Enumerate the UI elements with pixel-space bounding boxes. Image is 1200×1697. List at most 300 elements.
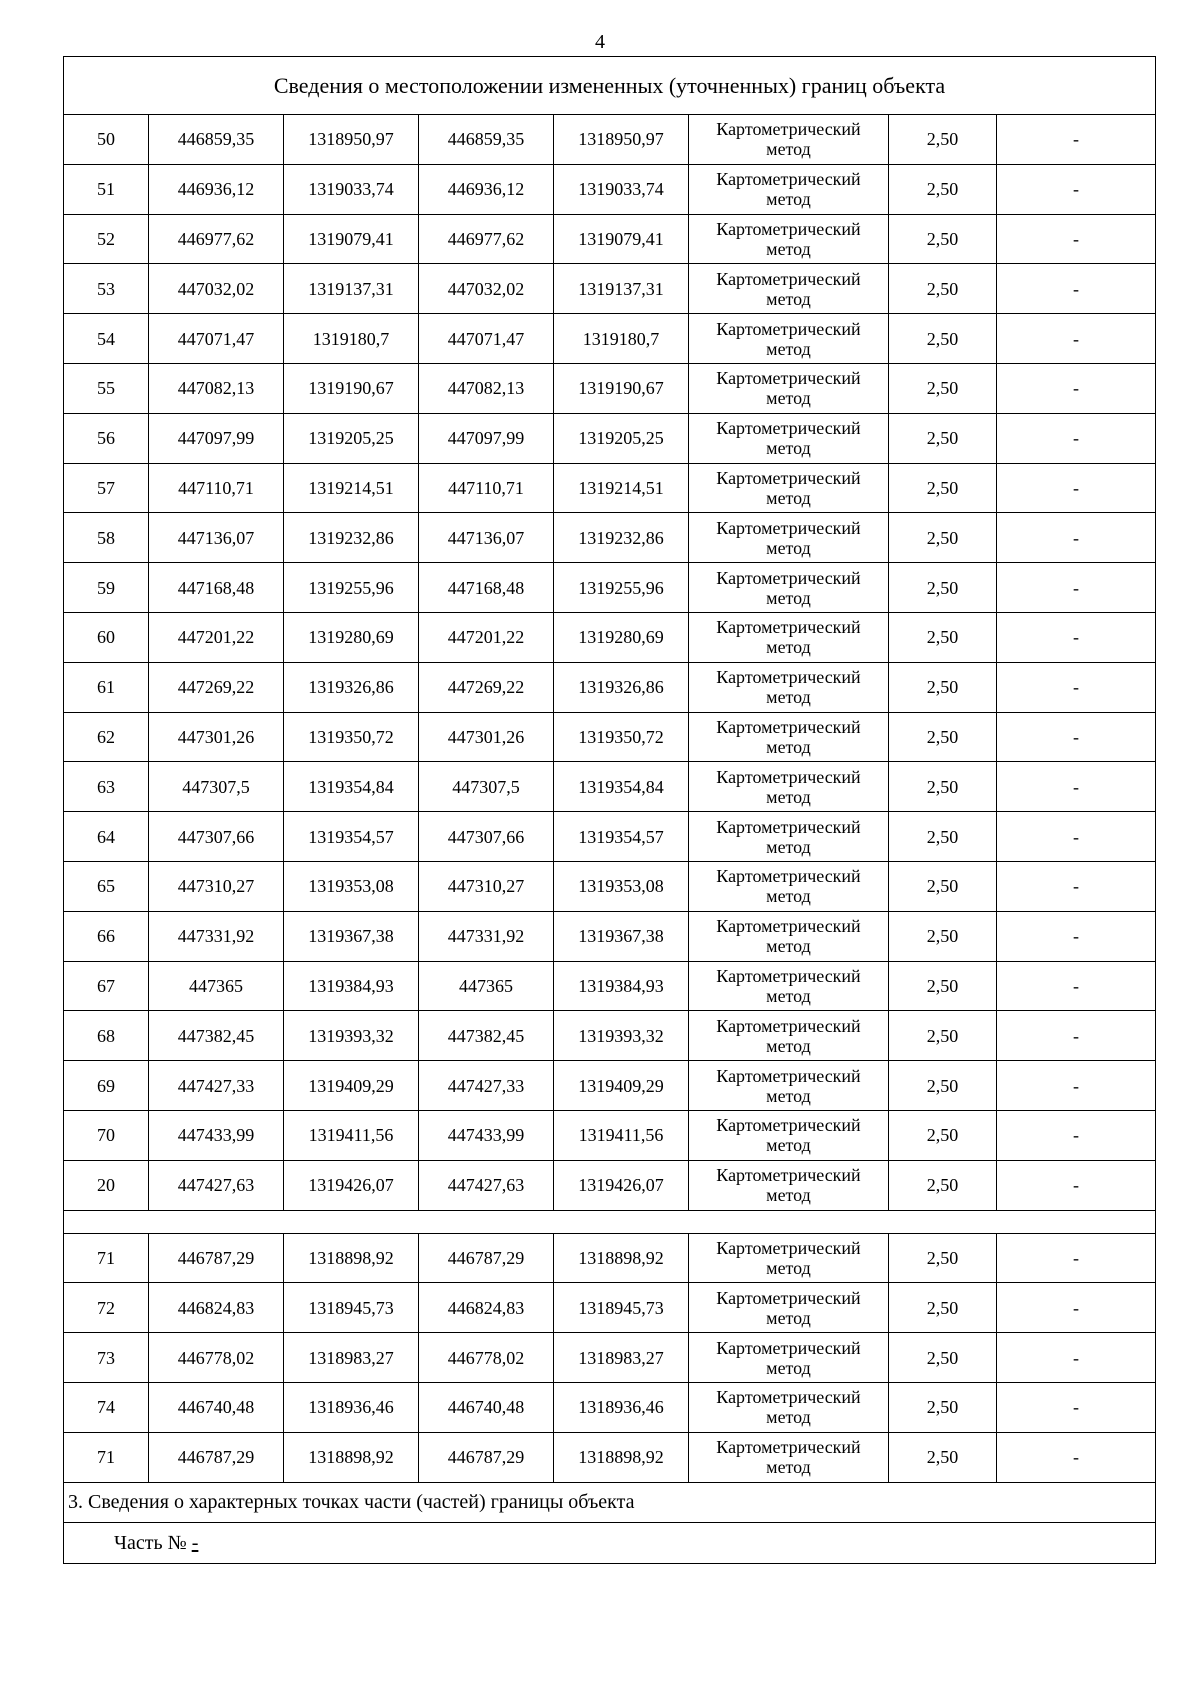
method-cell bbox=[689, 1432, 889, 1482]
accuracy-cell: 2,50 bbox=[889, 463, 997, 513]
accuracy-cell: 2,50 bbox=[889, 1160, 997, 1210]
refined-y-cell: 1319137,31 bbox=[554, 264, 689, 314]
method-line-1: Картометрический bbox=[716, 965, 861, 986]
accuracy-cell: 2,50 bbox=[889, 513, 997, 563]
point-number-cell: 54 bbox=[64, 314, 149, 364]
existing-x-cell: 447110,71 bbox=[149, 463, 284, 513]
method-line-1: Картометрический bbox=[716, 916, 861, 937]
existing-y-cell: 1319326,86 bbox=[284, 662, 419, 712]
point-number-cell: 57 bbox=[64, 463, 149, 513]
accuracy-cell: 2,50 bbox=[889, 861, 997, 911]
existing-x-cell: 447269,22 bbox=[149, 662, 284, 712]
note-cell: - bbox=[997, 1333, 1156, 1383]
method-cell bbox=[689, 1333, 889, 1383]
refined-y-cell: 1319232,86 bbox=[554, 513, 689, 563]
point-number-cell: 62 bbox=[64, 712, 149, 762]
accuracy-cell: 2,50 bbox=[889, 1432, 997, 1482]
point-number-cell: 51 bbox=[64, 164, 149, 214]
method-line-2: метод bbox=[766, 1185, 811, 1206]
refined-y-cell: 1319367,38 bbox=[554, 911, 689, 961]
note-cell: - bbox=[997, 463, 1156, 513]
existing-y-cell: 1319255,96 bbox=[284, 563, 419, 613]
note-cell: - bbox=[997, 214, 1156, 264]
note-cell: - bbox=[997, 1011, 1156, 1061]
method-line-1: Картометрический bbox=[716, 467, 861, 488]
method-cell bbox=[689, 1110, 889, 1160]
existing-y-cell: 1318945,73 bbox=[284, 1283, 419, 1333]
page-number: 4 bbox=[595, 31, 605, 53]
refined-x-cell: 447082,13 bbox=[419, 363, 554, 413]
note-cell: - bbox=[997, 1110, 1156, 1160]
accuracy-cell: 2,50 bbox=[889, 712, 997, 762]
existing-x-cell: 447097,99 bbox=[149, 413, 284, 463]
existing-x-cell: 446859,35 bbox=[149, 115, 284, 165]
refined-x-cell: 447331,92 bbox=[419, 911, 554, 961]
table-row bbox=[64, 1333, 1156, 1383]
existing-x-cell: 447307,5 bbox=[149, 762, 284, 812]
method-cell bbox=[689, 1382, 889, 1432]
refined-x-cell: 446977,62 bbox=[419, 214, 554, 264]
accuracy-cell: 2,50 bbox=[889, 164, 997, 214]
method-cell bbox=[689, 563, 889, 613]
method-line-1: Картометрический bbox=[716, 617, 861, 638]
note-cell: - bbox=[997, 762, 1156, 812]
existing-y-cell: 1318983,27 bbox=[284, 1333, 419, 1383]
existing-x-cell: 447427,33 bbox=[149, 1061, 284, 1111]
method-cell bbox=[689, 961, 889, 1011]
refined-y-cell: 1319326,86 bbox=[554, 662, 689, 712]
existing-x-cell: 447168,48 bbox=[149, 563, 284, 613]
refined-x-cell: 447269,22 bbox=[419, 662, 554, 712]
refined-x-cell: 447032,02 bbox=[419, 264, 554, 314]
table-row bbox=[64, 1011, 1156, 1061]
refined-y-cell: 1318983,27 bbox=[554, 1333, 689, 1383]
refined-y-cell: 1318898,92 bbox=[554, 1233, 689, 1283]
table-row bbox=[64, 1160, 1156, 1210]
method-cell bbox=[689, 911, 889, 961]
point-number-cell: 69 bbox=[64, 1061, 149, 1111]
part-number-value: - bbox=[191, 1531, 199, 1554]
point-number-cell: 56 bbox=[64, 413, 149, 463]
existing-y-cell: 1319353,08 bbox=[284, 861, 419, 911]
table-row bbox=[64, 214, 1156, 264]
accuracy-cell: 2,50 bbox=[889, 563, 997, 613]
refined-y-cell: 1319426,07 bbox=[554, 1160, 689, 1210]
method-cell bbox=[689, 1011, 889, 1061]
table-row bbox=[64, 1432, 1156, 1482]
point-number-cell: 74 bbox=[64, 1382, 149, 1432]
accuracy-cell: 2,50 bbox=[889, 911, 997, 961]
point-number-cell: 66 bbox=[64, 911, 149, 961]
point-number-cell: 63 bbox=[64, 762, 149, 812]
refined-x-cell: 447433,99 bbox=[419, 1110, 554, 1160]
refined-x-cell: 447136,07 bbox=[419, 513, 554, 563]
refined-y-cell: 1319190,67 bbox=[554, 363, 689, 413]
method-cell bbox=[689, 712, 889, 762]
note-cell: - bbox=[997, 1233, 1156, 1283]
existing-x-cell: 447310,27 bbox=[149, 861, 284, 911]
table-row bbox=[64, 1061, 1156, 1111]
existing-y-cell: 1319354,84 bbox=[284, 762, 419, 812]
method-cell bbox=[689, 463, 889, 513]
existing-x-cell: 446787,29 bbox=[149, 1432, 284, 1482]
method-line-1: Картометрический bbox=[716, 1287, 861, 1308]
method-cell bbox=[689, 1283, 889, 1333]
method-cell bbox=[689, 812, 889, 862]
method-line-1: Картометрический bbox=[716, 766, 861, 787]
method-line-1: Картометрический bbox=[716, 1065, 861, 1086]
method-line-1: Картометрический bbox=[716, 1115, 861, 1136]
method-line-1: Картометрический bbox=[716, 169, 861, 190]
existing-x-cell: 446740,48 bbox=[149, 1382, 284, 1432]
table-row bbox=[64, 264, 1156, 314]
table-row bbox=[64, 861, 1156, 911]
point-number-cell: 55 bbox=[64, 363, 149, 413]
table-row bbox=[64, 762, 1156, 812]
existing-y-cell: 1319354,57 bbox=[284, 812, 419, 862]
method-line-1: Картометрический bbox=[716, 368, 861, 389]
method-line-2: метод bbox=[766, 836, 811, 857]
existing-x-cell: 446824,83 bbox=[149, 1283, 284, 1333]
method-line-1: Картометрический bbox=[716, 1337, 861, 1358]
method-cell bbox=[689, 513, 889, 563]
method-cell bbox=[689, 264, 889, 314]
method-line-2: метод bbox=[766, 388, 811, 409]
method-line-2: метод bbox=[766, 936, 811, 957]
note-cell: - bbox=[997, 363, 1156, 413]
existing-y-cell: 1319205,25 bbox=[284, 413, 419, 463]
refined-x-cell: 446824,83 bbox=[419, 1283, 554, 1333]
refined-x-cell: 447168,48 bbox=[419, 563, 554, 613]
method-line-1: Картометрический bbox=[716, 218, 861, 239]
refined-y-cell: 1319350,72 bbox=[554, 712, 689, 762]
refined-y-cell: 1318898,92 bbox=[554, 1432, 689, 1482]
point-number-cell: 50 bbox=[64, 115, 149, 165]
refined-y-cell: 1318936,46 bbox=[554, 1382, 689, 1432]
method-cell bbox=[689, 214, 889, 264]
refined-x-cell: 447427,63 bbox=[419, 1160, 554, 1210]
method-line-2: метод bbox=[766, 587, 811, 608]
existing-y-cell: 1318898,92 bbox=[284, 1233, 419, 1283]
refined-x-cell: 447365 bbox=[419, 961, 554, 1011]
table-header-row bbox=[64, 57, 1156, 115]
method-line-1: Картометрический bbox=[716, 816, 861, 837]
refined-y-cell: 1319033,74 bbox=[554, 164, 689, 214]
method-line-2: метод bbox=[766, 985, 811, 1006]
method-line-1: Картометрический bbox=[716, 1387, 861, 1408]
existing-x-cell: 447201,22 bbox=[149, 612, 284, 662]
method-line-1: Картометрический bbox=[716, 1165, 861, 1186]
method-line-2: метод bbox=[766, 786, 811, 807]
method-line-2: метод bbox=[766, 886, 811, 907]
method-cell bbox=[689, 363, 889, 413]
point-number-cell: 72 bbox=[64, 1283, 149, 1333]
refined-y-cell: 1319180,7 bbox=[554, 314, 689, 364]
note-cell: - bbox=[997, 563, 1156, 613]
refined-x-cell: 447382,45 bbox=[419, 1011, 554, 1061]
note-cell: - bbox=[997, 314, 1156, 364]
method-line-2: метод bbox=[766, 238, 811, 259]
method-line-2: метод bbox=[766, 736, 811, 757]
refined-y-cell: 1319384,93 bbox=[554, 961, 689, 1011]
method-cell bbox=[689, 413, 889, 463]
method-line-1: Картометрический bbox=[716, 1437, 861, 1458]
point-number-cell: 67 bbox=[64, 961, 149, 1011]
existing-x-cell: 446977,62 bbox=[149, 214, 284, 264]
refined-y-cell: 1319079,41 bbox=[554, 214, 689, 264]
refined-x-cell: 447071,47 bbox=[419, 314, 554, 364]
method-cell bbox=[689, 662, 889, 712]
refined-y-cell: 1319354,57 bbox=[554, 812, 689, 862]
method-cell bbox=[689, 1061, 889, 1111]
table-row bbox=[64, 363, 1156, 413]
note-cell: - bbox=[997, 1160, 1156, 1210]
existing-x-cell: 447301,26 bbox=[149, 712, 284, 762]
existing-y-cell: 1318936,46 bbox=[284, 1382, 419, 1432]
point-number-cell: 70 bbox=[64, 1110, 149, 1160]
refined-x-cell: 447307,66 bbox=[419, 812, 554, 862]
existing-x-cell: 447032,02 bbox=[149, 264, 284, 314]
method-line-2: метод bbox=[766, 687, 811, 708]
method-line-2: метод bbox=[766, 1135, 811, 1156]
table-row bbox=[64, 662, 1156, 712]
method-line-2: метод bbox=[766, 1457, 811, 1478]
note-cell: - bbox=[997, 1283, 1156, 1333]
refined-x-cell: 446936,12 bbox=[419, 164, 554, 214]
method-line-2: метод bbox=[766, 288, 811, 309]
refined-y-cell: 1319393,32 bbox=[554, 1011, 689, 1061]
refined-y-cell: 1319255,96 bbox=[554, 563, 689, 613]
note-cell: - bbox=[997, 115, 1156, 165]
accuracy-cell: 2,50 bbox=[889, 214, 997, 264]
table-row bbox=[64, 1110, 1156, 1160]
accuracy-cell: 2,50 bbox=[889, 662, 997, 712]
existing-x-cell: 447307,66 bbox=[149, 812, 284, 862]
table-row bbox=[64, 413, 1156, 463]
note-cell: - bbox=[997, 413, 1156, 463]
table-row bbox=[64, 314, 1156, 364]
table-row bbox=[64, 712, 1156, 762]
refined-x-cell: 447201,22 bbox=[419, 612, 554, 662]
accuracy-cell: 2,50 bbox=[889, 1110, 997, 1160]
method-cell bbox=[689, 612, 889, 662]
refined-y-cell: 1319280,69 bbox=[554, 612, 689, 662]
refined-y-cell: 1319353,08 bbox=[554, 861, 689, 911]
point-number-cell: 20 bbox=[64, 1160, 149, 1210]
refined-y-cell: 1319205,25 bbox=[554, 413, 689, 463]
note-cell: - bbox=[997, 662, 1156, 712]
point-number-cell: 59 bbox=[64, 563, 149, 613]
method-line-1: Картометрический bbox=[716, 268, 861, 289]
point-number-cell: 71 bbox=[64, 1233, 149, 1283]
existing-x-cell: 447382,45 bbox=[149, 1011, 284, 1061]
section-3-title: 3. Сведения о характерных точках части (частей) границы объекта bbox=[64, 1482, 1156, 1522]
note-cell: - bbox=[997, 712, 1156, 762]
table-row bbox=[64, 612, 1156, 662]
table-row bbox=[64, 563, 1156, 613]
point-number-cell: 64 bbox=[64, 812, 149, 862]
method-line-2: метод bbox=[766, 1357, 811, 1378]
method-line-2: метод bbox=[766, 637, 811, 658]
method-line-2: метод bbox=[766, 438, 811, 459]
accuracy-cell: 2,50 bbox=[889, 612, 997, 662]
existing-x-cell: 447365 bbox=[149, 961, 284, 1011]
method-cell bbox=[689, 861, 889, 911]
existing-x-cell: 446936,12 bbox=[149, 164, 284, 214]
existing-x-cell: 447082,13 bbox=[149, 363, 284, 413]
part-label: Часть № bbox=[114, 1531, 187, 1554]
existing-x-cell: 447136,07 bbox=[149, 513, 284, 563]
method-cell bbox=[689, 164, 889, 214]
method-line-1: Картометрический bbox=[716, 418, 861, 439]
method-line-2: метод bbox=[766, 338, 811, 359]
accuracy-cell: 2,50 bbox=[889, 314, 997, 364]
method-line-2: метод bbox=[766, 1307, 811, 1328]
existing-y-cell: 1319409,29 bbox=[284, 1061, 419, 1111]
refined-x-cell: 446787,29 bbox=[419, 1233, 554, 1283]
point-number-cell: 73 bbox=[64, 1333, 149, 1383]
accuracy-cell: 2,50 bbox=[889, 115, 997, 165]
existing-y-cell: 1319190,67 bbox=[284, 363, 419, 413]
method-cell bbox=[689, 1233, 889, 1283]
existing-y-cell: 1318950,97 bbox=[284, 115, 419, 165]
method-cell bbox=[689, 1160, 889, 1210]
table-row bbox=[64, 1283, 1156, 1333]
point-number-cell: 53 bbox=[64, 264, 149, 314]
method-line-2: метод bbox=[766, 487, 811, 508]
point-number-cell: 68 bbox=[64, 1011, 149, 1061]
refined-x-cell: 446787,29 bbox=[419, 1432, 554, 1482]
method-line-2: метод bbox=[766, 189, 811, 210]
refined-y-cell: 1319214,51 bbox=[554, 463, 689, 513]
refined-x-cell: 447310,27 bbox=[419, 861, 554, 911]
accuracy-cell: 2,50 bbox=[889, 812, 997, 862]
accuracy-cell: 2,50 bbox=[889, 1283, 997, 1333]
accuracy-cell: 2,50 bbox=[889, 1011, 997, 1061]
refined-y-cell: 1318950,97 bbox=[554, 115, 689, 165]
table-row bbox=[64, 812, 1156, 862]
note-cell: - bbox=[997, 1432, 1156, 1482]
note-cell: - bbox=[997, 861, 1156, 911]
part-cell bbox=[64, 1522, 1156, 1563]
existing-y-cell: 1319426,07 bbox=[284, 1160, 419, 1210]
existing-y-cell: 1319214,51 bbox=[284, 463, 419, 513]
table-title: Сведения о местоположении измененных (уточненных) границ объекта bbox=[64, 57, 1156, 115]
section-3-row bbox=[64, 1482, 1156, 1522]
method-line-2: метод bbox=[766, 1257, 811, 1278]
point-number-cell: 52 bbox=[64, 214, 149, 264]
refined-x-cell: 446859,35 bbox=[419, 115, 554, 165]
method-line-1: Картометрический bbox=[716, 567, 861, 588]
refined-y-cell: 1319411,56 bbox=[554, 1110, 689, 1160]
accuracy-cell: 2,50 bbox=[889, 363, 997, 413]
refined-x-cell: 446778,02 bbox=[419, 1333, 554, 1383]
method-line-2: метод bbox=[766, 139, 811, 160]
method-line-2: метод bbox=[766, 1035, 811, 1056]
existing-y-cell: 1319367,38 bbox=[284, 911, 419, 961]
existing-y-cell: 1319137,31 bbox=[284, 264, 419, 314]
accuracy-cell: 2,50 bbox=[889, 1333, 997, 1383]
existing-y-cell: 1319180,7 bbox=[284, 314, 419, 364]
method-line-1: Картометрический bbox=[716, 866, 861, 887]
method-line-2: метод bbox=[766, 1407, 811, 1428]
existing-y-cell: 1318898,92 bbox=[284, 1432, 419, 1482]
contour-separator-cell bbox=[64, 1210, 1156, 1233]
note-cell: - bbox=[997, 264, 1156, 314]
point-number-cell: 65 bbox=[64, 861, 149, 911]
existing-y-cell: 1319280,69 bbox=[284, 612, 419, 662]
existing-y-cell: 1319232,86 bbox=[284, 513, 419, 563]
accuracy-cell: 2,50 bbox=[889, 961, 997, 1011]
method-line-1: Картометрический bbox=[716, 318, 861, 339]
existing-x-cell: 447071,47 bbox=[149, 314, 284, 364]
refined-y-cell: 1319409,29 bbox=[554, 1061, 689, 1111]
method-line-2: метод bbox=[766, 1085, 811, 1106]
existing-y-cell: 1319384,93 bbox=[284, 961, 419, 1011]
table-row bbox=[64, 463, 1156, 513]
table-row bbox=[64, 115, 1156, 165]
accuracy-cell: 2,50 bbox=[889, 264, 997, 314]
existing-x-cell: 446778,02 bbox=[149, 1333, 284, 1383]
existing-y-cell: 1319393,32 bbox=[284, 1011, 419, 1061]
note-cell: - bbox=[997, 1382, 1156, 1432]
existing-x-cell: 447331,92 bbox=[149, 911, 284, 961]
part-row bbox=[64, 1522, 1156, 1563]
method-line-2: метод bbox=[766, 537, 811, 558]
table-row bbox=[64, 164, 1156, 214]
point-number-cell: 58 bbox=[64, 513, 149, 563]
accuracy-cell: 2,50 bbox=[889, 762, 997, 812]
refined-x-cell: 447110,71 bbox=[419, 463, 554, 513]
table-row bbox=[64, 1233, 1156, 1283]
method-line-1: Картометрический bbox=[716, 667, 861, 688]
note-cell: - bbox=[997, 164, 1156, 214]
existing-y-cell: 1319350,72 bbox=[284, 712, 419, 762]
table-row bbox=[64, 961, 1156, 1011]
point-number-cell: 60 bbox=[64, 612, 149, 662]
method-line-1: Картометрический bbox=[716, 1015, 861, 1036]
note-cell: - bbox=[997, 1061, 1156, 1111]
accuracy-cell: 2,50 bbox=[889, 413, 997, 463]
contour-separator-row bbox=[64, 1210, 1156, 1233]
table-row bbox=[64, 911, 1156, 961]
method-line-1: Картометрический bbox=[716, 1237, 861, 1258]
method-cell bbox=[689, 314, 889, 364]
method-cell bbox=[689, 115, 889, 165]
refined-x-cell: 447307,5 bbox=[419, 762, 554, 812]
accuracy-cell: 2,50 bbox=[889, 1233, 997, 1283]
boundary-table bbox=[63, 56, 1156, 1564]
method-cell bbox=[689, 762, 889, 812]
refined-x-cell: 447427,33 bbox=[419, 1061, 554, 1111]
note-cell: - bbox=[997, 812, 1156, 862]
refined-x-cell: 447301,26 bbox=[419, 712, 554, 762]
note-cell: - bbox=[997, 612, 1156, 662]
table-row bbox=[64, 1382, 1156, 1432]
note-cell: - bbox=[997, 961, 1156, 1011]
refined-x-cell: 446740,48 bbox=[419, 1382, 554, 1432]
point-number-cell: 71 bbox=[64, 1432, 149, 1482]
refined-y-cell: 1318945,73 bbox=[554, 1283, 689, 1333]
point-number-cell: 61 bbox=[64, 662, 149, 712]
existing-y-cell: 1319033,74 bbox=[284, 164, 419, 214]
method-line-1: Картометрический bbox=[716, 716, 861, 737]
refined-x-cell: 447097,99 bbox=[419, 413, 554, 463]
accuracy-cell: 2,50 bbox=[889, 1061, 997, 1111]
existing-x-cell: 447427,63 bbox=[149, 1160, 284, 1210]
accuracy-cell: 2,50 bbox=[889, 1382, 997, 1432]
table-row bbox=[64, 513, 1156, 563]
